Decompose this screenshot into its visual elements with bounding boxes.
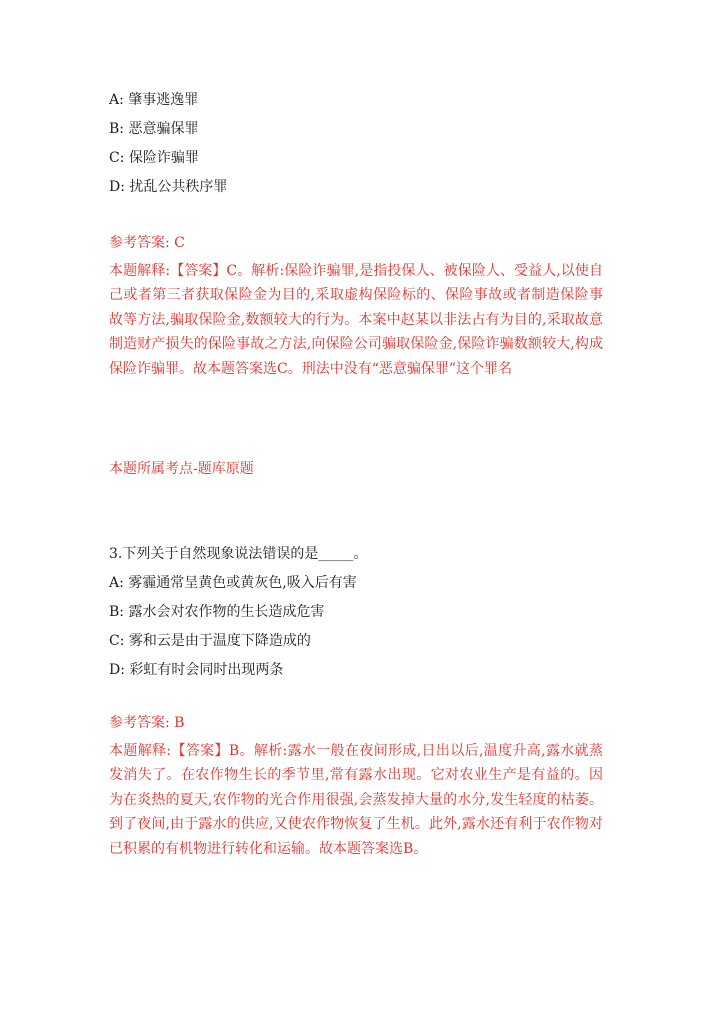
q2-explanation: 本题解释:【答案】C。解析:保险诈骗罪,是指投保人、被保险人、受益人,以使自己或者第三者获取保险金为目的,采取虚构保险标的、保险事故或者制造保险事故等方法,骗取保险金,数额较大的行为。本案中赵某以非法占有为目的,采取故意制造财产损失的保险事故之方法,向保险公司骗取保险金,保险诈骗数额较大,构成保险诈骗罪。故本题答案选C。刑法中没有“恶意骗保罪”这个罪名 xyxy=(109,263,603,377)
q3-answer: 参考答案: B xyxy=(109,715,185,731)
q3-option-d: D: 彩虹有时会同时出现两条 xyxy=(109,662,284,678)
q2-answer: 参考答案: C xyxy=(109,235,185,251)
q3-option-b: B: 露水会对农作物的生长造成危害 xyxy=(109,604,325,620)
q3-option-a: A: 雾霾通常呈黄色或黄灰色,吸入后有害 xyxy=(109,575,357,591)
q3-question: 3.下列关于自然现象说法错误的是_____。 xyxy=(109,546,368,562)
q2-option-b: B: 恶意骗保罪 xyxy=(109,121,199,137)
q2-source: 本题所属考点-题库原题 xyxy=(109,461,254,477)
q3-option-c: C: 雾和云是由于温度下降造成的 xyxy=(109,633,311,649)
q3-explanation: 本题解释:【答案】B。解析:露水一般在夜间形成,日出以后,温度升高,露水就蒸发消失了。在农作物生长的季节里,常有露水出现。它对农业生产是有益的。因为在炎热的夏天,农作物的光合作用很强,会蒸发掉大量的水分,发生轻度的枯萎。到了夜间,由于露水的供应,又使农作物恢复了生机。此外,露水还有利于农作物对已积累的有机物进行转化和运输。故本题答案选B。 xyxy=(109,743,603,857)
q2-option-a: A: 肇事逃逸罪 xyxy=(109,92,199,108)
q2-option-c: C: 保险诈骗罪 xyxy=(109,150,199,166)
q2-option-d: D: 扰乱公共秩序罪 xyxy=(109,179,228,195)
